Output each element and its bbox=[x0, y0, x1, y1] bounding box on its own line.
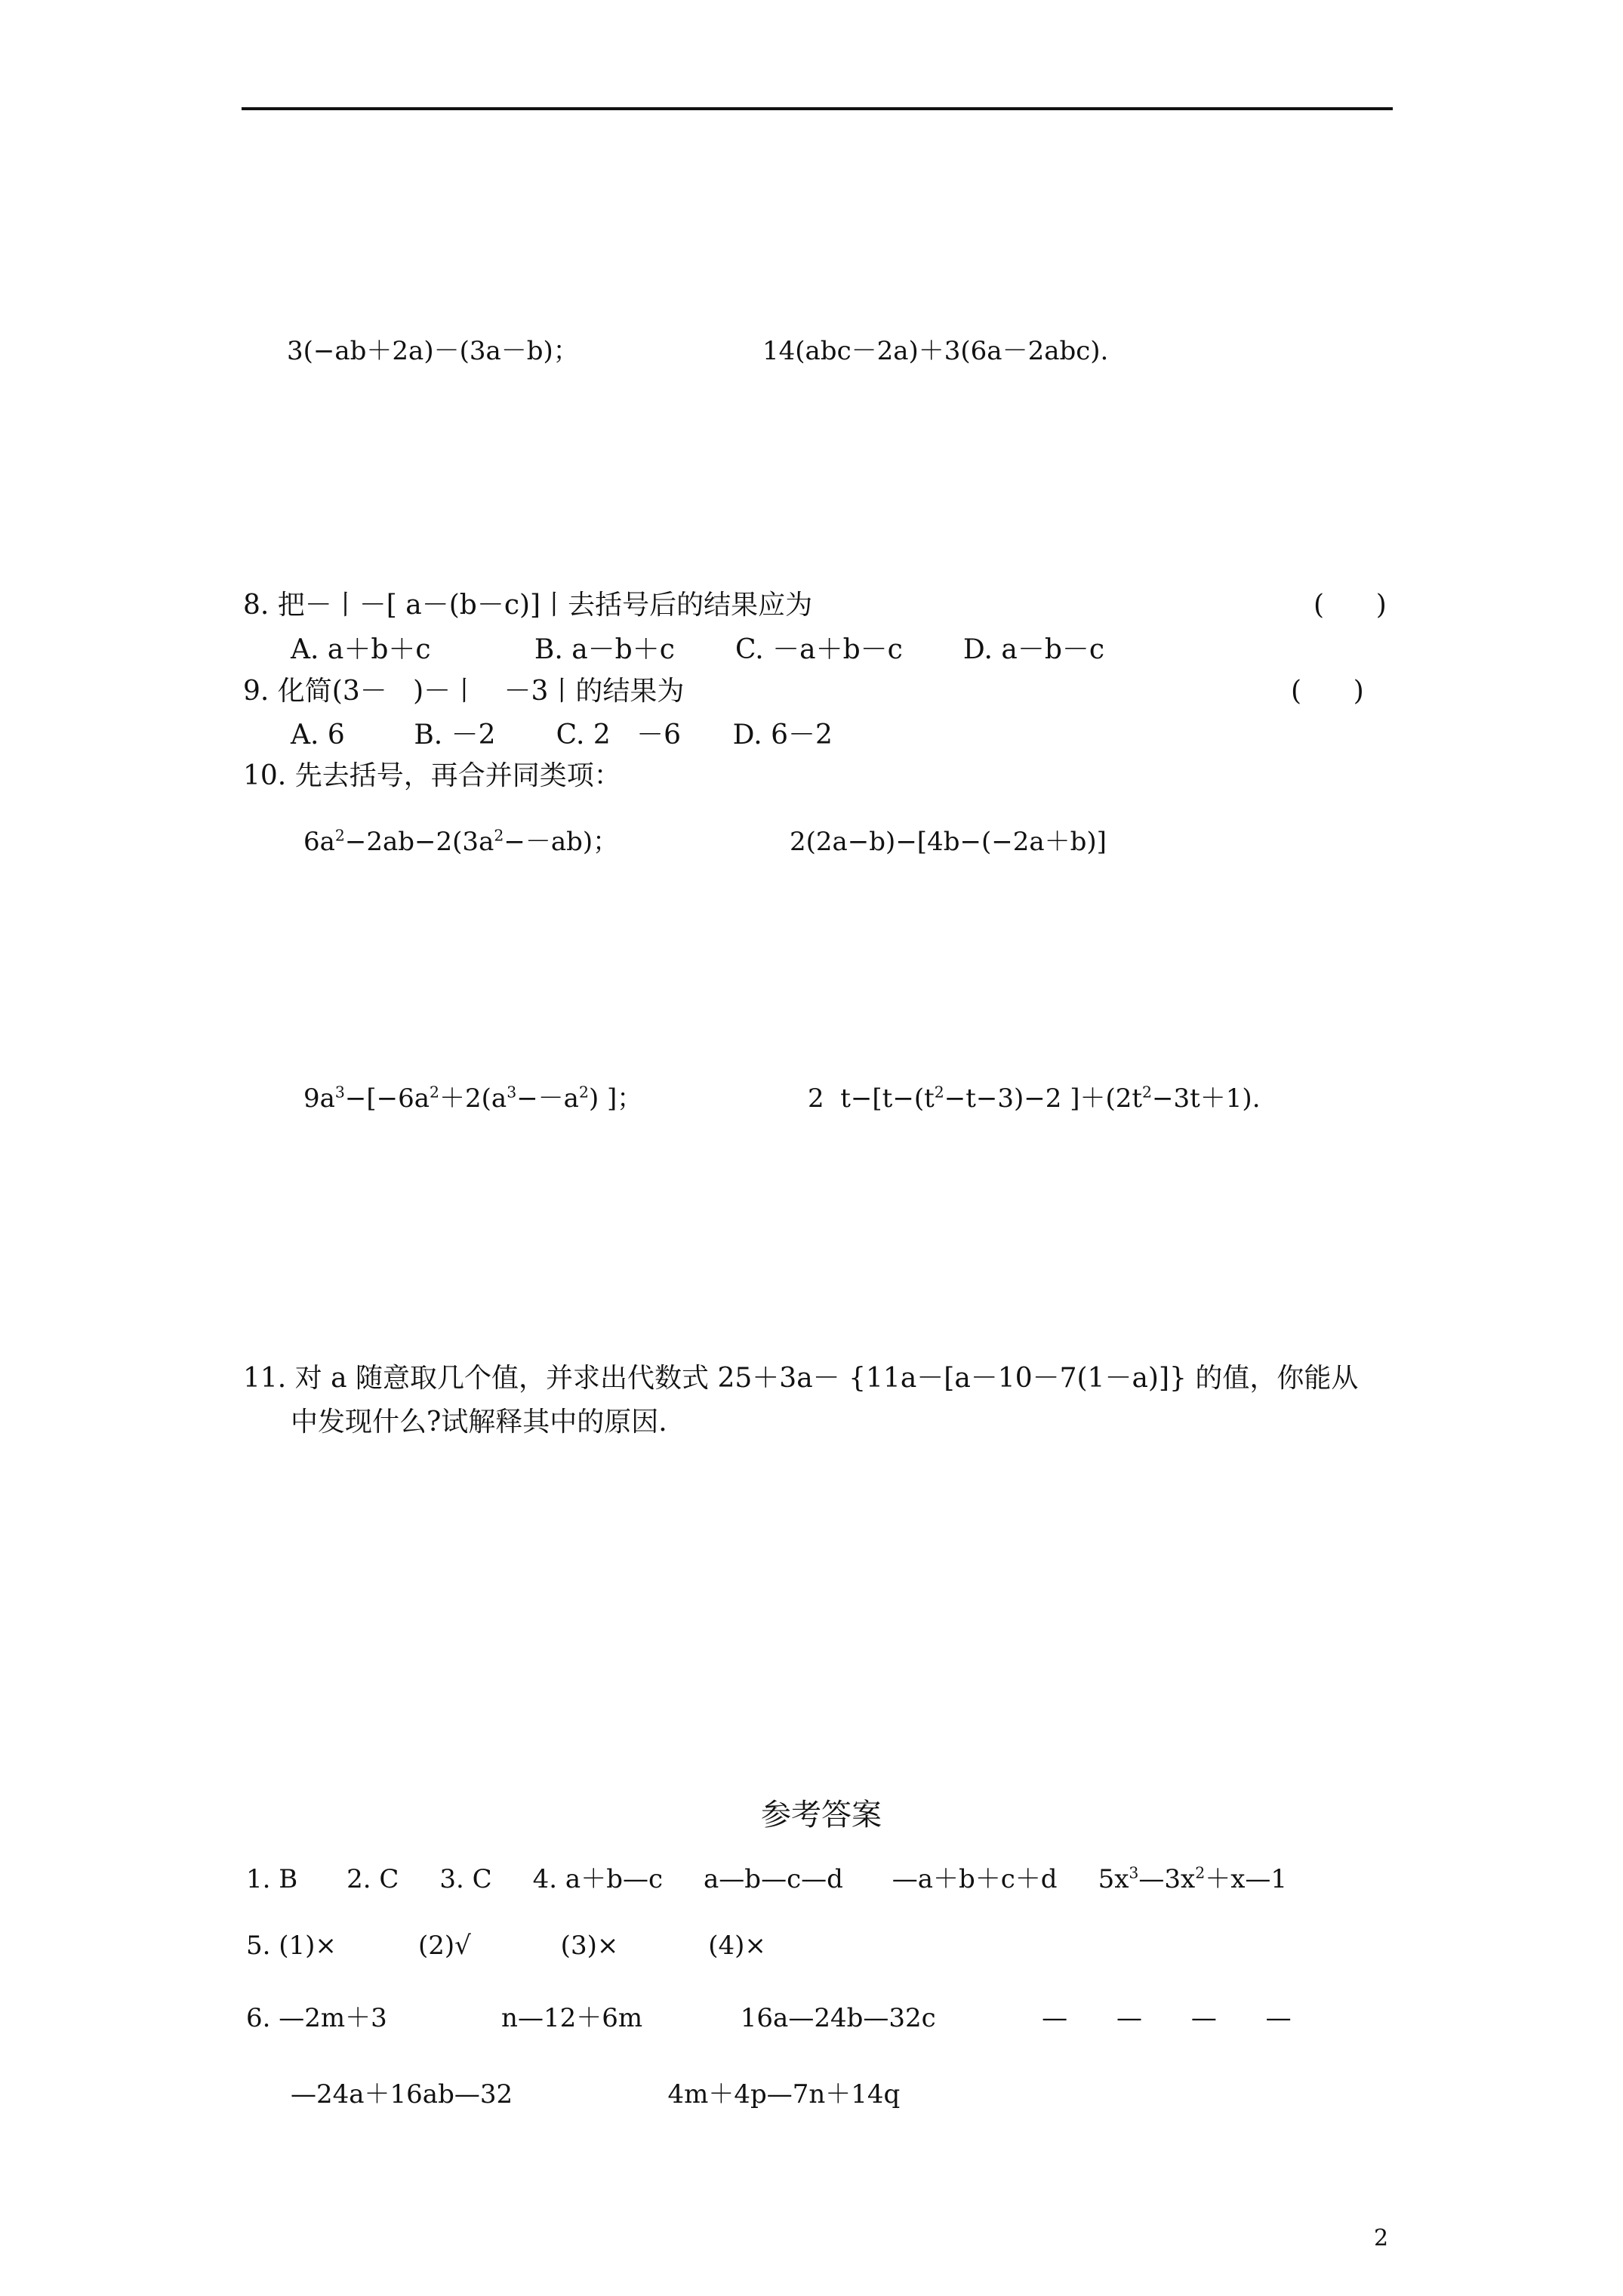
q10-expression-2: 2(2a−b)−[4b−(−2a＋b)] bbox=[790, 827, 1107, 857]
q10-expression-4: 2 $t-[t-(t^2-t-3)-2$ ]$+(2t^2-3t+1)$. bbox=[808, 1083, 1261, 1114]
answers-row-3: 6. —2m＋3 n—12＋6m 16a—24b—32c — — — — bbox=[246, 2003, 1292, 2033]
q9-stem: 9. 化简(3－ )－丨 －3丨的结果为 bbox=[243, 676, 685, 707]
q10-stem: 10. 先去括号，再合并同类项： bbox=[243, 760, 621, 791]
answers-row-1: 1. B 2. C 3. C 4. a＋b—c a—b—c—d —a＋b＋c＋d $5x^3—3x^2+x—1$ bbox=[246, 1863, 1288, 1894]
q9-answer-paren: ( ) bbox=[1291, 676, 1364, 707]
q10-expression-3: $9a^3-[-6a^2+2(a^3--a^2)$ ]； bbox=[303, 1083, 643, 1114]
page-number: 2 bbox=[1374, 2225, 1389, 2251]
answers-row-4: —24a＋16ab—32 4m＋4p—7n＋14q bbox=[291, 2079, 901, 2110]
q8-answer-paren: ( ) bbox=[1313, 590, 1387, 621]
answers-row-2: 5. (1)× (2)√ (3)× (4)× bbox=[246, 1931, 766, 1961]
q7-expression-1: 3(−ab＋2a)－(3a－b)； bbox=[287, 336, 579, 366]
q11-line-1: 11. 对 a 随意取几个值，并求出代数式 25＋3a－ {11a－[a－10－7(1－a)]} 的值，你能从 bbox=[243, 1363, 1359, 1394]
q8-options: A. a＋b＋c B. a－b＋c C. －a＋b－c D. a－b－c bbox=[291, 634, 1105, 665]
q9-options: A. 6 B. －2 C. 2 －6 D. 6－2 bbox=[291, 720, 833, 750]
answers-title: 参考答案 bbox=[761, 1798, 882, 1832]
q7-expression-2: 14(abc－2a)＋3(6a－2abc). bbox=[762, 336, 1109, 366]
header-rule bbox=[242, 107, 1393, 110]
q11-line-2: 中发现什么?试解释其中的原因. bbox=[291, 1407, 667, 1438]
q10-expression-1: $6a^2-2ab-2(3a^2--ab)$； bbox=[303, 826, 619, 857]
q8-stem: 8. 把－丨－[ a－(b－c)]丨去括号后的结果应为 bbox=[243, 590, 813, 621]
